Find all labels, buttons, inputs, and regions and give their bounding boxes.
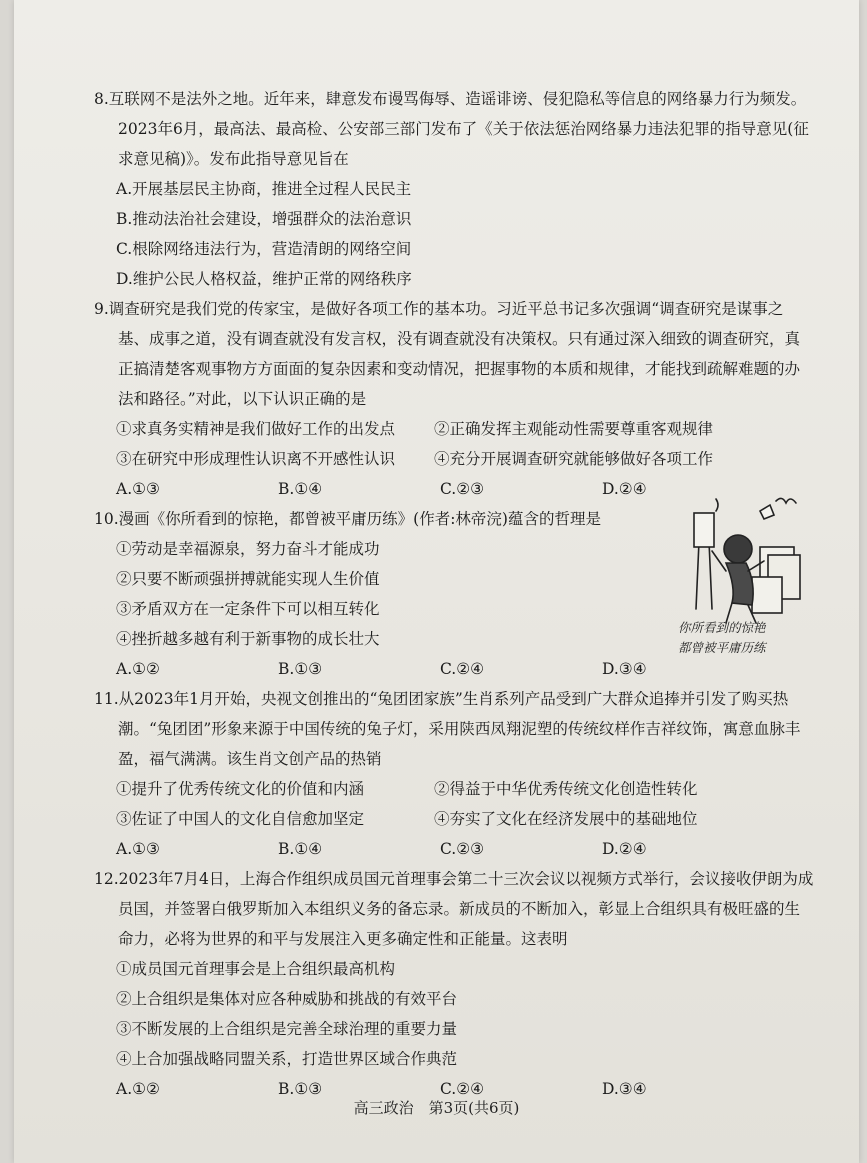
question-stem: 10.漫画《你所看到的惊艳，都曾被平庸历练》(作者:林帝浣)蕴含的哲理是 <box>94 510 601 528</box>
caption-line-2: 都曾被平庸历练 <box>678 640 766 655</box>
option-b: B.①③ <box>278 660 323 678</box>
statement-row <box>116 414 814 444</box>
question-8 <box>94 84 814 294</box>
statement-1: ①求真务实精神是我们做好工作的出发点 <box>116 420 396 438</box>
option-b: B.①③ <box>278 1080 323 1098</box>
statement-3: ③不断发展的上合组织是完善全球治理的重要力量 <box>116 1020 458 1038</box>
question-stem: 12.2023年7月4日，上海合作组织成员国元首理事会第二十三次会议以视频方式举行，会议接收伊朗为成员国，并签署白俄罗斯加入本组织义务的备忘录。新成员的不断加入，彰显上合组织具有极旺盛的生命力，必将为世界的和平与发展注入更多确定性和正能量。这表明 <box>94 870 814 948</box>
statement-4: ④夯实了文化在经济发展中的基础地位 <box>434 810 698 828</box>
option-d: D.③④ <box>602 1080 647 1098</box>
statement-4: ④充分开展调查研究就能够做好各项工作 <box>434 450 714 468</box>
option-a: A.①② <box>116 1080 160 1098</box>
exam-page <box>14 0 859 1163</box>
question-list <box>94 84 814 1104</box>
option-c: C.②③ <box>440 840 485 858</box>
choice-a: A.开展基层民主协商，推进全过程人民民主 <box>116 180 412 198</box>
page-footer: 高三政治 第3页(共6页) <box>353 1099 520 1117</box>
question-11 <box>94 684 814 864</box>
option-c: C.②④ <box>440 660 485 678</box>
statement-1: ①劳动是幸福源泉，努力奋斗才能成功 <box>116 540 380 558</box>
statement-3: ③矛盾双方在一定条件下可以相互转化 <box>116 600 380 618</box>
statement-2: ②上合组织是集体对应各种威胁和挑战的有效平台 <box>116 990 458 1008</box>
statement-2: ②得益于中华优秀传统文化创造性转化 <box>434 780 698 798</box>
question-12 <box>94 864 814 1104</box>
option-row <box>116 834 814 864</box>
statement-3: ③在研究中形成理性认识离不开感性认识 <box>116 450 396 468</box>
statement-2: ②正确发挥主观能动性需要尊重客观规律 <box>434 420 714 438</box>
question-stem: 9.调查研究是我们党的传家宝，是做好各项工作的基本功。习近平总书记多次强调“调查研究是谋事之基、成事之道，没有调查就没有发言权，没有调查就没有决策权。只有通过深入细致的调查研究，真正搞清楚客观事物方方面面的复杂因素和变动情况，把握事物的本质和规律，才能找到疏解难题的办法和路径。”对此，以下认识正确的是 <box>94 300 801 408</box>
statement-row <box>116 804 814 834</box>
statement-4: ④上合加强战略同盟关系，打造世界区域合作典范 <box>116 1050 458 1068</box>
statement-1: ①成员国元首理事会是上合组织最高机构 <box>116 960 396 978</box>
option-c: C.②③ <box>440 480 485 498</box>
option-d: D.②④ <box>602 840 647 858</box>
option-a: A.①③ <box>116 480 160 498</box>
option-b: B.①④ <box>278 480 323 498</box>
statement-3: ③佐证了中国人的文化自信愈加坚定 <box>116 810 365 828</box>
statement-1: ①提升了优秀传统文化的价值和内涵 <box>116 780 365 798</box>
option-row <box>116 654 814 684</box>
caption-line-1: 你所看到的惊艳 <box>678 620 766 635</box>
question-9 <box>94 294 814 504</box>
option-c: C.②④ <box>440 1080 485 1098</box>
choice-c: C.根除网络违法行为，营造清朗的网络空间 <box>116 240 412 258</box>
choice-d: D.维护公民人格权益，维护正常的网络秩序 <box>116 270 412 288</box>
statement-4: ④挫折越多越有利于新事物的成长壮大 <box>116 630 380 648</box>
option-a: A.①③ <box>116 840 160 858</box>
statement-row <box>116 444 814 474</box>
option-b: B.①④ <box>278 840 323 858</box>
choice-b: B.推动法治社会建设，增强群众的法治意识 <box>116 210 412 228</box>
option-d: D.②④ <box>602 480 647 498</box>
question-stem: 11.从2023年1月开始，央视文创推出的“兔团团家族”生肖系列产品受到广大群众追捧并引发了购买热潮。“兔团团”形象来源于中国传统的兔子灯，采用陕西凤翔泥塑的传统纹样作吉祥纹饰，寓意血脉丰盈，福气满满。该生肖文创产品的热销 <box>94 690 801 768</box>
statement-2: ②只要不断顽强拼搏就能实现人生价值 <box>116 570 380 588</box>
statement-row <box>116 774 814 804</box>
option-a: A.①② <box>116 660 160 678</box>
option-d: D.③④ <box>602 660 647 678</box>
question-stem: 8.互联网不是法外之地。近年来，肆意发布谩骂侮辱、造谣诽谤、侵犯隐私等信息的网络暴力行为频发。2023年6月，最高法、最高检、公安部三部门发布了《关于依法惩治网络暴力违法犯罪的指导意见(征求意见稿)》。发布此指导意见旨在 <box>94 90 809 168</box>
cartoon-caption <box>678 618 818 658</box>
